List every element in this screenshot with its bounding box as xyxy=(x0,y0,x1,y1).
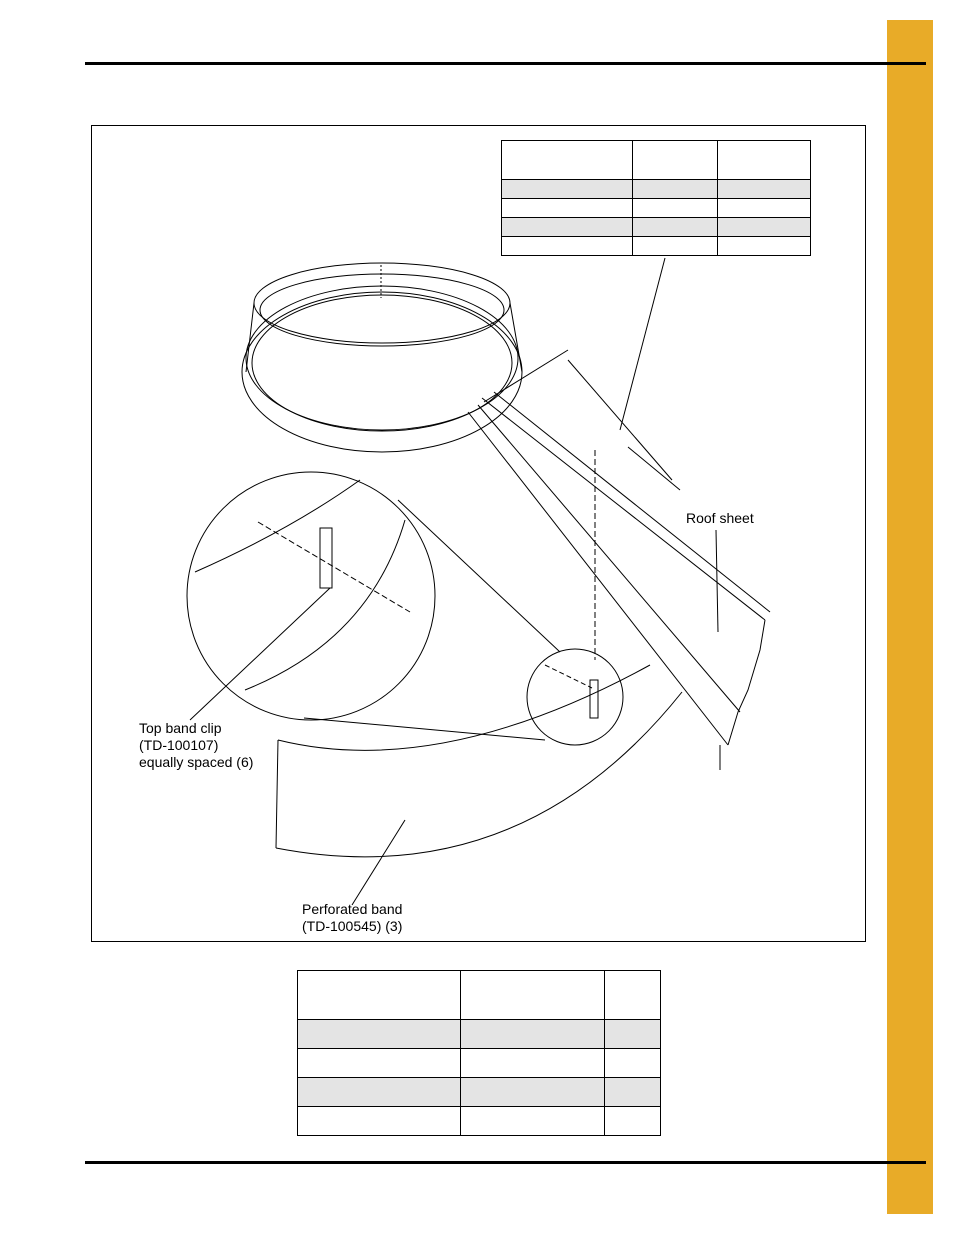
table-cell xyxy=(632,199,718,218)
table-cell xyxy=(502,237,633,256)
table-cell xyxy=(718,237,811,256)
band-label-line-2: (TD-100545) (3) xyxy=(302,918,403,934)
table-cell xyxy=(605,1020,661,1049)
table-cell xyxy=(632,218,718,237)
parts-header-cell xyxy=(298,971,461,1020)
table-cell xyxy=(298,1078,461,1107)
table-cell xyxy=(632,237,718,256)
top-ring xyxy=(242,263,522,452)
spec-header-cell xyxy=(718,141,811,180)
spec-header-cell xyxy=(502,141,633,180)
band-leader xyxy=(352,820,405,905)
clip-label-line-2: (TD-100107) xyxy=(139,737,219,753)
table-cell xyxy=(460,1107,605,1136)
table-row xyxy=(298,1107,661,1136)
table-cell xyxy=(718,180,811,199)
table-cell xyxy=(718,199,811,218)
spec-header-cell xyxy=(632,141,718,180)
perforated-band xyxy=(276,665,682,857)
table-cell xyxy=(718,218,811,237)
table-cell xyxy=(298,1107,461,1136)
table-row xyxy=(298,1049,661,1078)
table-cell xyxy=(460,1020,605,1049)
detail-circle xyxy=(187,472,560,740)
table-cell xyxy=(502,199,633,218)
table-cell xyxy=(605,1078,661,1107)
spec-table xyxy=(501,140,811,256)
table-cell xyxy=(460,1078,605,1107)
roof-leader xyxy=(716,530,718,632)
spec-leader xyxy=(620,258,665,430)
small-detail-circle xyxy=(527,649,623,745)
table-cell xyxy=(605,1107,661,1136)
perforated-band-label xyxy=(302,901,402,935)
table-row xyxy=(502,218,811,237)
table-cell xyxy=(502,180,633,199)
spec-table-header xyxy=(502,141,811,180)
parts-table-header xyxy=(298,971,661,1020)
top-band-clip-label xyxy=(139,720,253,771)
roof-sheet-label: Roof sheet xyxy=(686,510,754,526)
band-label-line-1: Perforated band xyxy=(302,901,403,917)
table-row xyxy=(502,237,811,256)
table-cell xyxy=(605,1049,661,1078)
table-cell xyxy=(502,218,633,237)
table-row xyxy=(502,180,811,199)
table-row xyxy=(298,1078,661,1107)
parts-header-cell xyxy=(460,971,605,1020)
table-cell xyxy=(298,1020,461,1049)
table-cell xyxy=(298,1049,461,1078)
parts-table xyxy=(297,970,661,1136)
clip-label-line-1: Top band clip xyxy=(139,720,222,736)
dimension-arrow xyxy=(484,350,680,490)
parts-header-cell xyxy=(605,971,661,1020)
roof-sheet xyxy=(468,392,770,770)
table-cell xyxy=(460,1049,605,1078)
table-row xyxy=(298,1020,661,1049)
table-row xyxy=(502,199,811,218)
table-cell xyxy=(632,180,718,199)
clip-leader xyxy=(190,588,330,720)
clip-label-line-3: equally spaced (6) xyxy=(139,754,254,770)
